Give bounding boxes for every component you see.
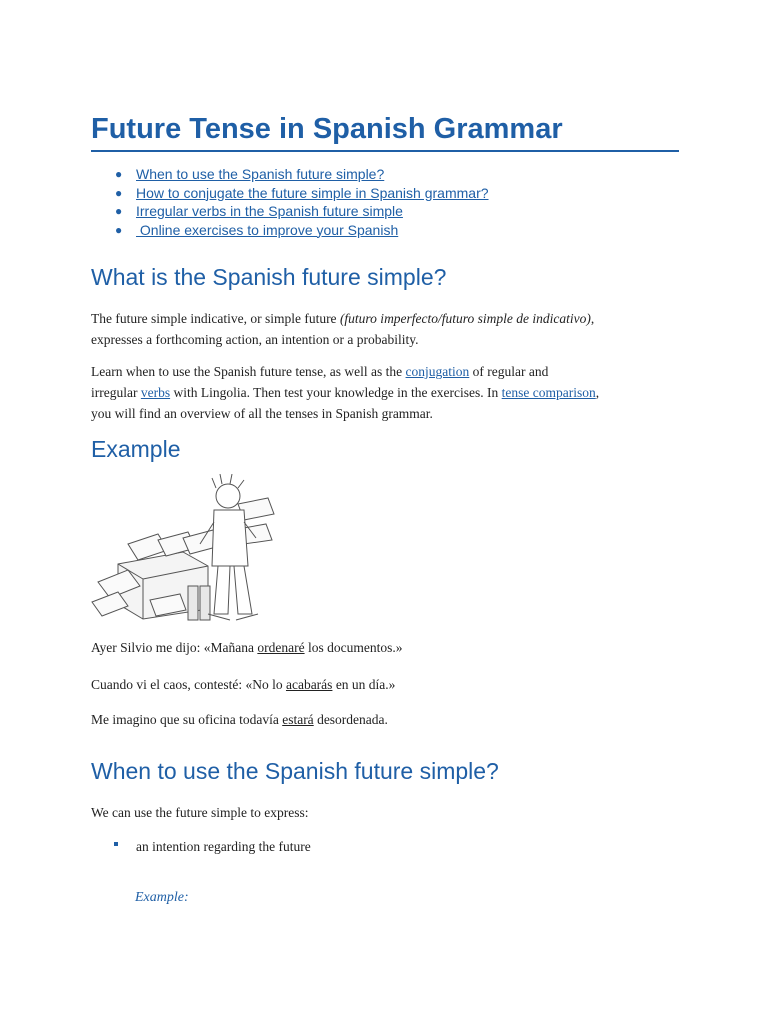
text: los documentos.» (304, 640, 403, 655)
text: desordenada. (313, 712, 388, 727)
toc-item (110, 184, 489, 203)
text: en un día.» (332, 677, 396, 692)
text: of regular and (469, 364, 549, 379)
text: , (590, 311, 595, 326)
paragraph-learn (91, 361, 599, 424)
text: Cuando vi el caos, contesté: «No lo (91, 677, 286, 692)
text: expresses a forthcoming action, an intention or a probability. (91, 332, 419, 347)
messy-office-illustration (88, 474, 280, 624)
toc-link-conjugate[interactable]: How to conjugate the future simple in Spanish grammar? (136, 184, 489, 201)
toc-link-irregular[interactable]: Irregular verbs in the Spanish future simple (136, 203, 403, 219)
square-bullet-icon (114, 842, 118, 846)
toc-item (110, 165, 489, 184)
text: The future simple indicative, or simple future (91, 311, 340, 326)
page-title: Future Tense in Spanish Grammar (91, 113, 679, 152)
toc-item (110, 221, 489, 240)
text: Ayer Silvio me dijo: «Mañana (91, 640, 258, 655)
toc-link-exercises[interactable]: Online exercises to improve your Spanish (136, 221, 399, 238)
section-heading-what-is: What is the Spanish future simple? (91, 264, 447, 290)
toc-link-when[interactable]: When to use the Spanish future simple? (136, 166, 385, 182)
tense-comparison-link[interactable]: tense comparison (501, 385, 596, 400)
paragraph-intro: We can use the future simple to express: (91, 805, 309, 820)
section-heading-when-to-use: When to use the Spanish future simple? (91, 758, 499, 784)
bullet-icon: ● (115, 185, 123, 200)
text: irregular (91, 385, 141, 400)
section-heading-example: Example (91, 436, 181, 462)
list-item: an intention regarding the future (136, 839, 311, 854)
bullet-icon: ● (115, 222, 123, 237)
example-sentence-1 (91, 637, 402, 658)
text: with Lingolia. Then test your knowledge in the exercises. In (170, 385, 502, 400)
toc-item (110, 202, 489, 221)
example-label: Example: (135, 890, 189, 905)
italic-text: (futuro imperfecto/futuro simple de indicativo) (339, 311, 591, 326)
underlined-verb: estará (282, 712, 314, 727)
example-sentence-2 (91, 674, 395, 695)
underlined-verb: acabarás (285, 677, 333, 692)
underlined-verb: ordenaré (257, 640, 305, 655)
text: Me imagino que su oficina todavía (91, 712, 283, 727)
verbs-link[interactable]: verbs (140, 385, 171, 400)
bullet-icon: ● (115, 204, 123, 218)
bullet-icon: ● (115, 167, 123, 181)
text: you will find an overview of all the tenses in Spanish grammar. (91, 406, 433, 421)
text: , (595, 385, 600, 400)
paragraph-definition (91, 308, 594, 350)
example-sentence-3 (91, 709, 388, 730)
table-of-contents (110, 165, 489, 239)
text: Learn when to use the Spanish future tense, as well as the (91, 364, 406, 379)
conjugation-link[interactable]: conjugation (405, 364, 470, 379)
